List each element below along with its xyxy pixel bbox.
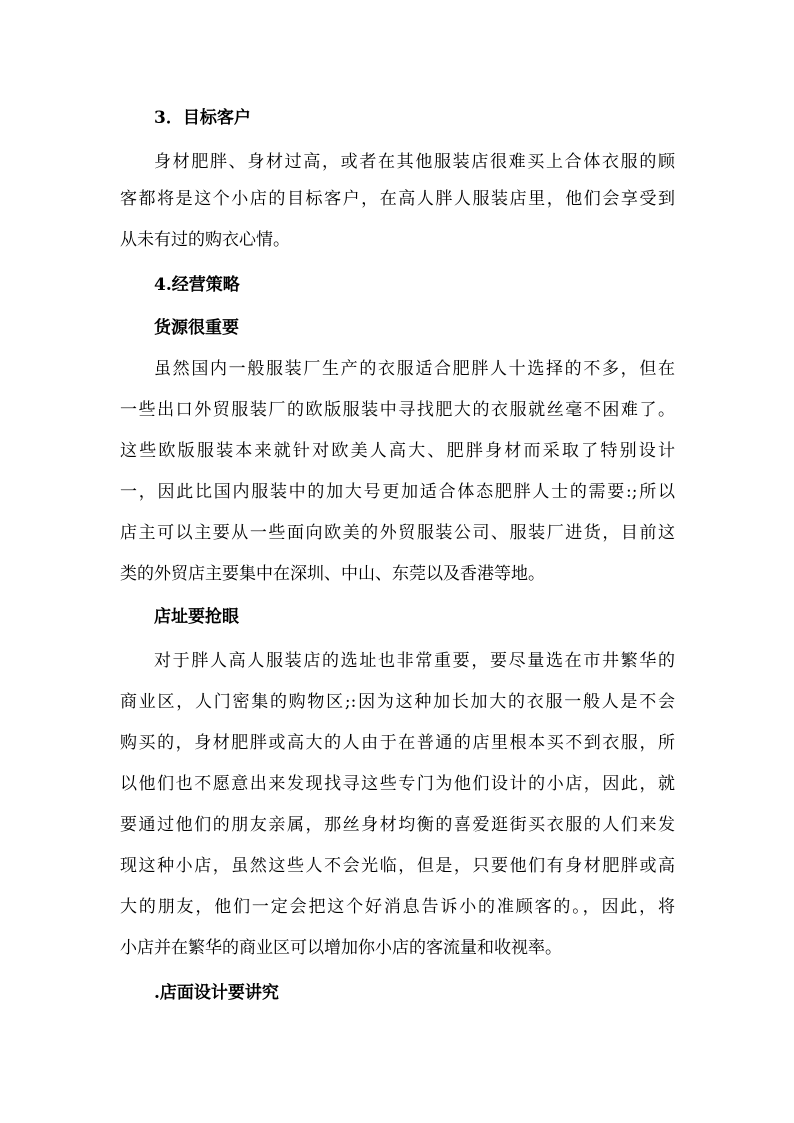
paragraph-line: 现这种小店，虽然这些人不会光临，但是，只要他们有身材肥胖或高: [120, 856, 675, 876]
paragraph-line: 身材肥胖、身材过高，或者在其他服装店很难买上合体衣服的顾: [154, 152, 675, 172]
paragraph-line: 一些出口外贸服装厂的欧版服装中寻找肥大的衣服就丝毫不困难了。: [120, 400, 675, 420]
paragraph-line: 从未有过的购衣心情。: [120, 230, 290, 250]
paragraph-line: 商业区，人门密集的购物区;:因为这种加长加大的衣服一般人是不会: [120, 692, 675, 712]
paragraph-line: 客都将是这个小店的目标客户，在高人胖人服装店里，他们会享受到: [120, 189, 675, 209]
paragraph-line: 一，因此比国内服装中的加大号更加适合体态肥胖人士的需要:;所以: [120, 482, 675, 502]
paragraph-line: 对于胖人高人服装店的选址也非常重要，要尽量选在市井繁华的: [154, 651, 675, 671]
paragraph-line: 要通过他们的朋友亲属，那丝身材均衡的喜爱逛街买衣服的人们来发: [120, 815, 675, 835]
paragraph-line: 店主可以主要从一些面向欧美的外贸服装公司、服装厂进货，目前这: [120, 523, 675, 543]
subheading-supply: 货源很重要: [154, 318, 239, 338]
subheading-store-design: .店面设计要讲究: [154, 983, 279, 1003]
paragraph-line: 类的外贸店主要集中在深圳、中山、东莞以及香港等地。: [120, 564, 545, 584]
paragraph-line: 这些欧版服装本来就针对欧美人高大、肥胖身材而采取了特别设计: [120, 441, 675, 461]
paragraph-line: 以他们也不愿意出来发现找寻这些专门为他们设计的小店，因此，就: [120, 774, 675, 794]
section-heading-target-customers: 3．目标客户: [154, 108, 251, 128]
subheading-location: 店址要抢眼: [154, 607, 239, 627]
section-heading-business-strategy: 4.经营策略: [154, 275, 240, 295]
paragraph-line: 大的朋友，他们一定会把这个好消息告诉小的准顾客的。，因此，将: [120, 897, 675, 917]
paragraph-line: 购买的，身材肥胖或高大的人由于在普通的店里根本买不到衣服，所: [120, 733, 675, 753]
paragraph-line: 虽然国内一般服装厂生产的衣服适合肥胖人十选择的不多，但在: [154, 359, 675, 379]
paragraph-line: 小店并在繁华的商业区可以增加你小店的客流量和收视率。: [120, 938, 562, 958]
